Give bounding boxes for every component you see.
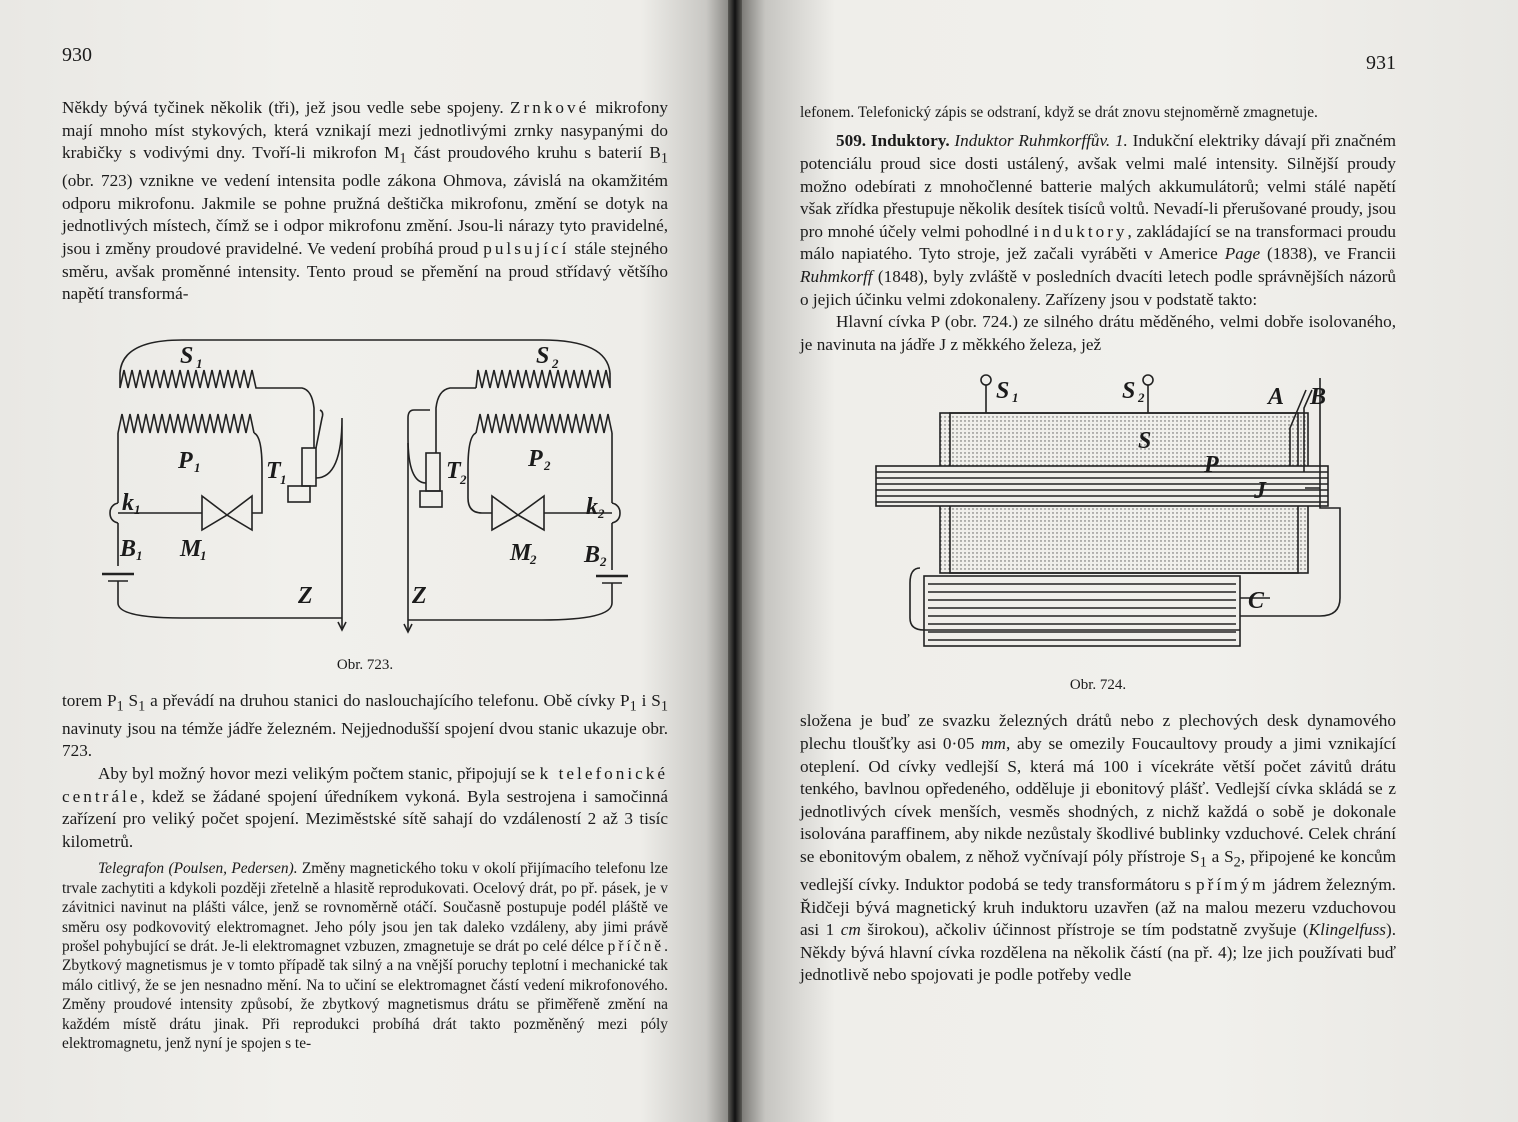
label-t2: T xyxy=(446,457,461,484)
text-run: Hlavní cívka P (obr. 724.) ze silného drátu měděného, velmi dobře isolovaného, je navinuta na jádře J z měkkého železa, jež xyxy=(800,312,1396,354)
text-run: torem P xyxy=(62,690,117,710)
text-run: S xyxy=(123,690,139,710)
label-b1-sub: 1 xyxy=(136,547,143,563)
text-run: 1 xyxy=(660,698,668,715)
text-run: Indukční elektriky dávají při značném potenciálu proud sice dosti ustálený, avšak velmi malé intensity. Silnější proudy možno odebírati z mnohočlenné batterie malých akkumulátorů; velmi stálé napětí však zřídka přestupuje několik desítek tisíců voltů. Nevadí-li přerušované proudy, jsou pro mnohé účely velmi pohodlné xyxy=(800,131,1397,241)
label-m1-sub: 1 xyxy=(200,547,207,563)
paragraph-central xyxy=(62,763,668,853)
page-number-left: 930 xyxy=(62,44,92,66)
label-p1: P xyxy=(178,447,193,474)
text-run: Aby byl možný hovor mezi velikým počtem stanic, připojují se xyxy=(98,764,540,783)
text-run: složena je buď ze svazku železných drátů nebo z plechových desk dynamového plechu tloušťky asi 0·05 xyxy=(800,711,1396,753)
text-run: , aby se omezily Foucaultovy proudy a jimi vznikající oteplení. Od cívky vedlejší S, která má 100 i vícekráte větší počet závitů drátu tenkého, bavlnou opředeného, odděluje ji ebonitový plášť. Vedlejší cívka skládá se z jednotlivých cívek menších, vesměs shodných, z nichž každá o sobě je dokonale isolována paraffinem, aby nikde nezůstaly škodlivé bublinky vzduchové. Celek chrání se ebonitovým obalem, z něhož vyčnívají póly přístroje S xyxy=(800,733,1396,866)
text-run: Induktor Ruhmkorffův. 1. xyxy=(954,131,1128,151)
text-run: jádrem železným. Řidčeji bývá magnetický kruh induktoru uzavřen (až na malou mezeru vzduchovou asi 1 xyxy=(800,874,1396,940)
text-run: (1848), byly zvláště v posledních dvacíti letech podle správnějších názorů o jejich účinku velmi zdokonaleny. Zařízeny jsou v podstatě takto: xyxy=(800,266,1396,309)
label-t2-sub: 2 xyxy=(460,471,467,487)
label-z-left: Z xyxy=(298,582,313,609)
label-s1: S xyxy=(180,342,194,369)
text-run: část proudového kruhu s baterií B xyxy=(406,143,661,163)
label-s1: S xyxy=(996,378,1010,405)
text-run: Page xyxy=(1224,244,1261,264)
text-run: mikrofony mají mnoho míst stykových, která vznikají mezi jednotlivými zrnky nasypanými do krabičky s vodivými dny. Tvoří-li mikrofon M xyxy=(62,98,669,163)
text-run: (1838), ve Francii xyxy=(1260,244,1396,264)
label-m2: M xyxy=(510,539,532,566)
text-run: Někdy bývá tyčinek několik (tři), jež jsou vedle sebe spojeny. xyxy=(62,98,510,117)
text-run: ). Někdy bývá hlavní cívka rozdělena na několik částí (na př. 4); lze jich používati buď jednotlivě nebo spojovati je podle potřeby vedle xyxy=(800,920,1396,985)
text-run: (obr. 723) vznikne ve vedení intensita podle zákona Ohmova, závislá na okamžitém odporu mikrofonu. Jakmile se pohne pružná deštička mikrofonu, změní se dotyk na jednotlivých místech, čímž se i odpor mikrofonu změní. Jsou-li nárazy tyto pravidelné, jsou i změny proudové pravidelné. Ve vedení probíhá proud xyxy=(62,171,668,258)
label-p2: P xyxy=(528,445,543,472)
text-run: širokou), ačkoliv účinnost přístroje se tím podstatně zvyšuje ( xyxy=(860,920,1309,940)
figure-724 xyxy=(800,368,1396,694)
label-p2-sub: 2 xyxy=(544,457,551,473)
text-run: 2 xyxy=(1233,854,1241,871)
figure-724-caption: Obr. 724. xyxy=(1069,677,1127,694)
text-run: a S xyxy=(1206,846,1234,866)
paragraph-core xyxy=(800,710,1396,987)
text-run: 1 xyxy=(660,150,668,167)
left-page xyxy=(0,0,728,1122)
text-run: pulsující xyxy=(483,239,570,258)
label-b2: B xyxy=(584,541,601,568)
text-run: navinuty jsou na témže jádře železném. Nejjednodušší spojení dvou stanic ukazuje obr. 723. xyxy=(62,718,668,761)
text-run: 1 xyxy=(138,698,146,715)
text-run: 1 xyxy=(1199,854,1207,871)
text-run: , připojené ke koncům vedlejší cívky. Induktor podobá se tedy transformátoru s xyxy=(800,846,1396,894)
label-p1-sub: 1 xyxy=(194,459,201,475)
label-k1: k xyxy=(122,489,134,516)
label-s1-sub: 1 xyxy=(1012,390,1019,406)
text-run: 1 xyxy=(629,698,637,715)
text-run: 1 xyxy=(116,698,124,715)
text-run: cm xyxy=(840,920,861,940)
text-run: a převádí na druhou stanici do naslouchajícího telefonu. Obě cívky P xyxy=(145,690,630,710)
text-run: Telegrafon (Poulsen, Pedersen). xyxy=(98,860,298,878)
label-k1-sub: 1 xyxy=(134,501,141,517)
text-run: Změny magnetického toku v okolí přijímacího telefonu lze trvale zachytiti a kdykoli později zřetelně a hlasitě reprodukovati. Ocelový drát, po př. pásek, je v závitnici navinut na plášti válce, jenž se rovnoměrně otáčí. Současně postupuje podél pláště ve směru osy podkovovitý elektromagnet. Jeho póly jsou jen tak daleko vzdáleny, aby jimi právě prošel pohybující se drát. Je-li elektromagnet vzbuzen, zmagnetuje se drát po celé délce xyxy=(62,860,668,955)
label-s2-sub: 2 xyxy=(1138,390,1145,406)
label-s2-sub: 2 xyxy=(552,355,559,371)
text-run: stále stejného směru, avšak proměnné intensity. Tento proud se přemění na proud střídavý většího napětí transformá- xyxy=(62,239,668,304)
text-run: Klingelfuss xyxy=(1308,920,1386,940)
text-run: Zrnkové xyxy=(509,98,590,117)
label-c: C xyxy=(1248,588,1265,615)
text-run: k telefonické centrále xyxy=(62,764,668,806)
page-number-right: 931 xyxy=(1366,52,1396,74)
label-k2: k xyxy=(586,493,598,520)
label-p: P xyxy=(1204,452,1219,479)
induction-coil-diagram xyxy=(800,368,1396,668)
text-run: , zakládající se na transformaci proudu málo napiatého. Tyto stroje, jež začali vyráběti v Americe xyxy=(800,221,1396,264)
text-run: induktory xyxy=(1033,221,1128,241)
label-t1: T xyxy=(266,457,281,484)
telephone-circuit-diagram xyxy=(62,318,662,648)
paragraph-microphones xyxy=(62,97,668,306)
label-b2-sub: 2 xyxy=(600,553,607,569)
text-run: lefonem. Telefonický zápis se odstraní, když se drát znovu stejnoměrně zmagnetuje. xyxy=(800,104,1318,121)
label-b: B xyxy=(1310,384,1327,411)
text-run: 1 xyxy=(399,150,407,167)
label-s1-sub: 1 xyxy=(196,355,203,371)
label-s2: S xyxy=(1122,378,1136,405)
label-a: A xyxy=(1268,384,1285,411)
label-m1: M xyxy=(180,535,202,562)
text-run: příčně xyxy=(607,938,665,955)
label-z-right: Z xyxy=(412,582,427,609)
book-gutter xyxy=(728,0,742,1122)
paragraph-telephone-record xyxy=(800,103,1396,122)
paragraph-transformer xyxy=(62,690,668,763)
label-s: S xyxy=(1138,428,1152,455)
text-run: přímým xyxy=(1196,874,1269,894)
text-run: mm xyxy=(981,733,1006,753)
label-j: J xyxy=(1254,478,1266,505)
paragraph-telegrafon xyxy=(62,859,668,1053)
label-k2-sub: 2 xyxy=(598,505,605,521)
text-run: , kdež se žádané spojení úředníkem vykoná. Byla sestrojena i samočinná zařízení pro veliký počet spojení. Meziměstské sítě sahají do vzdáleností 2 až 3 tisíc kilometrů. xyxy=(62,786,668,851)
paragraph-main-coil xyxy=(800,311,1396,356)
paragraph-induktory xyxy=(800,130,1396,311)
text-run: 509. Induktory. xyxy=(836,131,950,151)
text-run: Ruhmkorff xyxy=(800,266,873,286)
text-run: i S xyxy=(636,690,661,710)
label-s2: S xyxy=(536,342,550,369)
label-b1: B xyxy=(120,535,137,562)
figure-723 xyxy=(62,318,668,674)
right-page xyxy=(742,0,1518,1122)
label-m2-sub: 2 xyxy=(530,551,537,567)
label-t1-sub: 1 xyxy=(280,471,287,487)
text-run: . Zbytkový magnetismus je v tomto případě tak silný a na vnější poruchy teplotní i mechanické tak málo citlivý, že se jen nesnadno mění. Na to učiní se elektromagnet částí vedení mikrofonového. Změny proudové intensity způsobí, že zbytkový magnetismus drátu se přiměřeně změní na každém místě drátu jinak. Při reprodukci probíhá drát takto pozměněný mezi póly elektromagnetu, jenž nyní je spojen s te- xyxy=(62,938,668,1053)
figure-723-caption: Obr. 723. xyxy=(336,656,394,673)
